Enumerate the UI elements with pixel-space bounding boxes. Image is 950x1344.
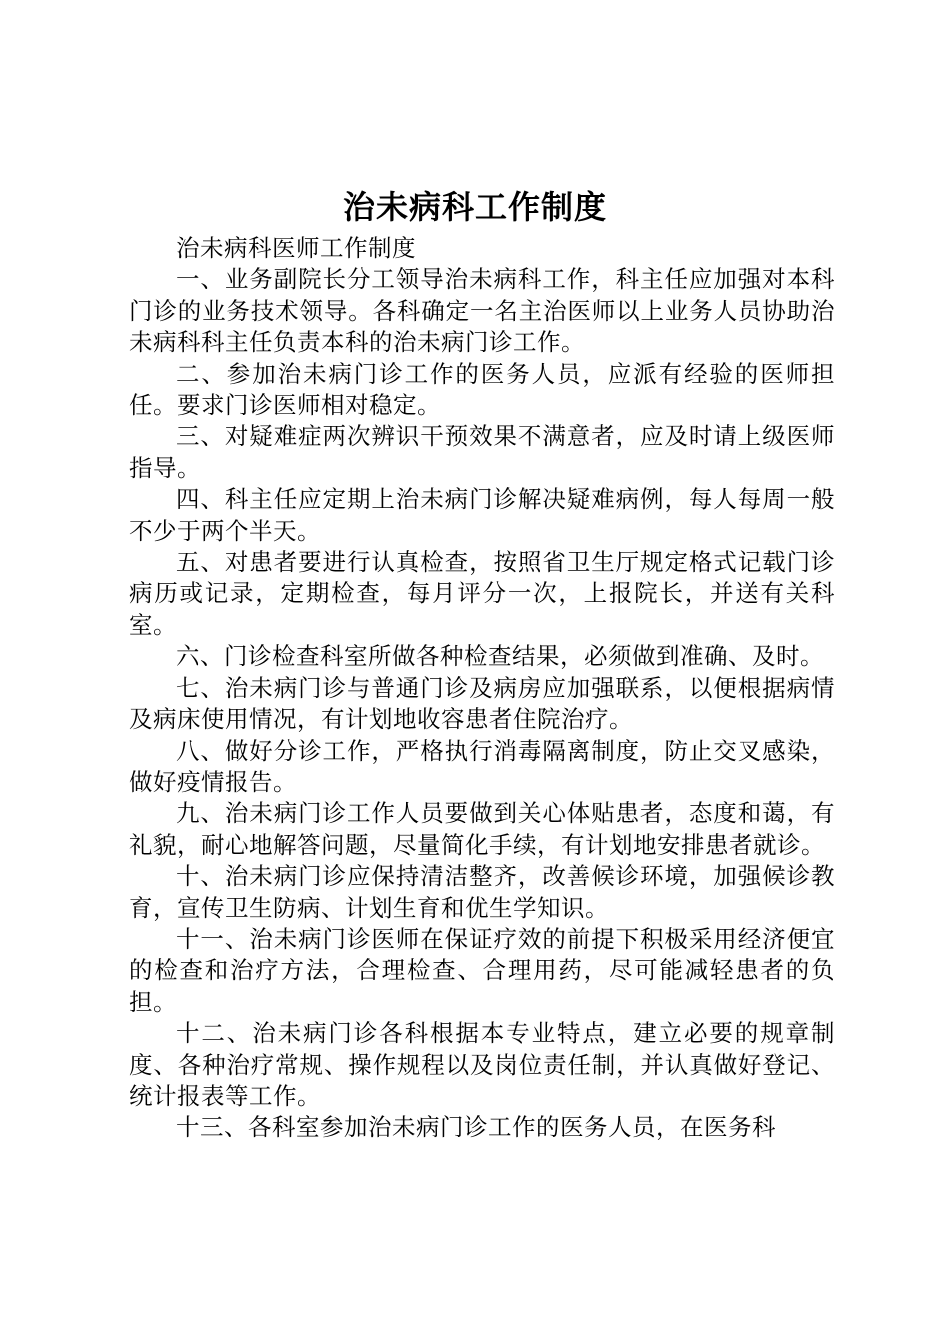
paragraph-item-6: 六、门诊检查科室所做各种检查结果，必须做到准确、及时。 [176, 642, 824, 671]
paragraph-item-11: 十一、治未病门诊医师在保证疗效的前提下积极采用经济便宜的检查和治疗方法，合理检查、合理用药，尽可能减轻患者的负担。 [129, 924, 835, 1016]
paragraph-item-8: 八、做好分诊工作，严格执行消毒隔离制度，防止交叉感染，做好疫情报告。 [129, 736, 835, 796]
paragraph-item-13: 十三、各科室参加治未病门诊工作的医务人员，在医务科 [176, 1113, 776, 1142]
paragraph-item-5: 五、对患者要进行认真检查，按照省卫生厅规定格式记载门诊病历或记录，定期检查，每月评分一次，上报院长，并送有关科室。 [129, 548, 835, 639]
document-body [129, 233, 835, 1144]
paragraph-item-12: 十二、治未病门诊各科根据本专业特点，建立必要的规章制度、各种治疗常规、操作规程以及岗位责任制，并认真做好登记、统计报表等工作。 [129, 1019, 835, 1110]
paragraph-item-4: 四、科主任应定期上治未病门诊解决疑难病例，每人每周一般不少于两个半天。 [129, 485, 835, 545]
paragraph-item-3: 三、对疑难症两次辨识干预效果不满意者，应及时请上级医师指导。 [129, 422, 835, 482]
paragraph-item-7: 七、治未病门诊与普通门诊及病房应加强联系，以便根据病情及病床使用情况，有计划地收容患者住院治疗。 [129, 673, 835, 734]
document-title: 治未病科工作制度 [342, 188, 607, 226]
paragraph-item-10: 十、治未病门诊应保持清洁整齐，改善候诊环境，加强候诊教育，宣传卫生防病、计划生育和优生学知识。 [129, 862, 835, 922]
paragraph-subtitle: 治未病科医师工作制度 [176, 234, 416, 262]
paragraph-item-2: 二、参加治未病门诊工作的医务人员，应派有经验的医师担任。要求门诊医师相对稳定。 [129, 359, 835, 420]
paragraph-item-9: 九、治未病门诊工作人员要做到关心体贴患者，态度和蔼，有礼貌，耐心地解答问题，尽量简化手续，有计划地安排患者就诊。 [129, 799, 835, 859]
paragraph-item-1: 一、业务副院长分工领导治未病科工作，科主任应加强对本科门诊的业务技术领导。各科确定一名主治医师以上业务人员协助治未病科科主任负责本科的治未病门诊工作。 [129, 265, 835, 357]
